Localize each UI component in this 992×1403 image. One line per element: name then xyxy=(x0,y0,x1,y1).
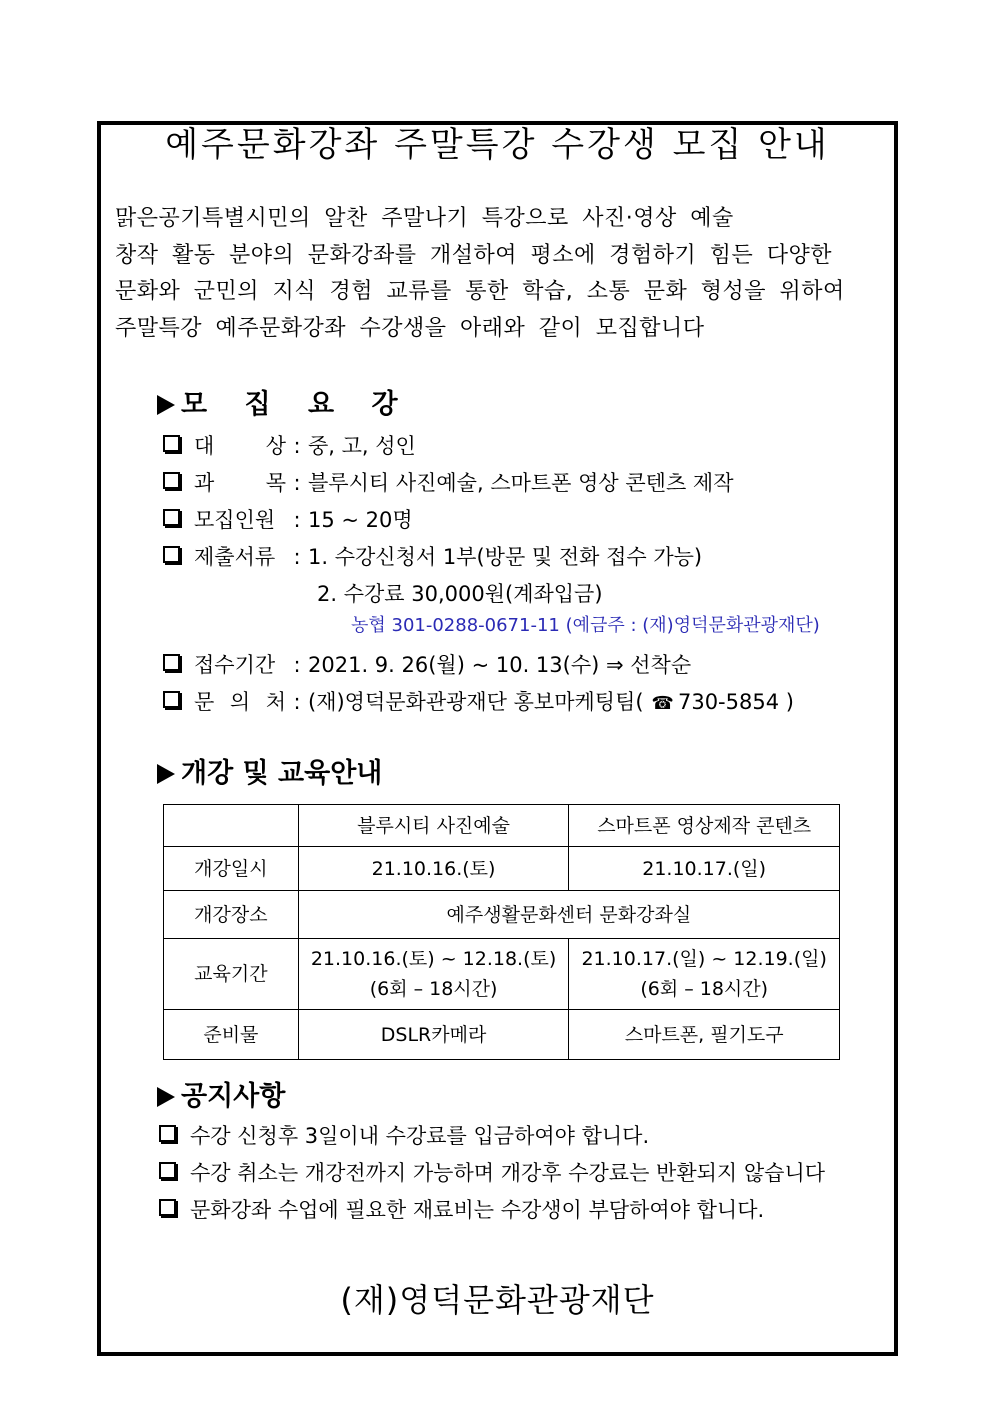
table-cell xyxy=(569,939,840,1010)
intro-paragraph xyxy=(115,201,884,347)
phone-number: 730-5854 ) xyxy=(677,690,794,714)
row-label: 개강일시 xyxy=(164,847,299,891)
notice-item xyxy=(159,1159,825,1187)
schedule-table xyxy=(163,804,840,1060)
colon: : xyxy=(293,690,301,714)
colon: : xyxy=(293,471,301,495)
notice-text: 수강 취소는 개강전까지 가능하며 개강후 수강료는 반환되지 않습니다 xyxy=(190,1161,826,1185)
triangle-bullet-icon xyxy=(157,1087,175,1107)
notice-text: 문화강좌 수업에 필요한 재료비는 수강생이 부담하여야 합니다. xyxy=(190,1198,765,1222)
checkbox-bullet-icon xyxy=(163,691,180,708)
table-cell: DSLR카메라 xyxy=(298,1010,569,1060)
item-label: 접수기간 xyxy=(194,653,276,677)
page-title: 예주문화강좌 주말특강 수강생 모집 안내 xyxy=(165,125,830,165)
table-corner-cell xyxy=(164,805,299,847)
table-cell xyxy=(298,939,569,1010)
item-label: 대 상 xyxy=(194,434,286,458)
notice-item xyxy=(159,1196,764,1224)
recruit-item-documents xyxy=(163,543,702,571)
checkbox-bullet-icon xyxy=(159,1162,176,1179)
intro-line: 맑은공기특별시민의 알찬 주말나기 특강으로 사진·영상 예술 xyxy=(115,206,734,231)
item-value: 15 ~ 20명 xyxy=(308,508,413,532)
colon: : xyxy=(293,508,301,532)
recruit-item-subject xyxy=(163,469,733,497)
schedule-heading xyxy=(157,758,382,790)
cell-line: (6회 – 18시간) xyxy=(640,978,769,1000)
row-label: 교육기간 xyxy=(164,939,299,1010)
table-row xyxy=(164,847,840,891)
notice-heading-text: 공지사항 xyxy=(181,1081,286,1112)
table-row xyxy=(164,891,840,939)
checkbox-bullet-icon xyxy=(163,472,180,489)
document-frame xyxy=(97,121,898,1356)
column-header: 블루시티 사진예술 xyxy=(298,805,569,847)
notice-item xyxy=(159,1122,649,1150)
table-header-row xyxy=(164,805,840,847)
recruit-item-capacity xyxy=(163,506,413,534)
cell-line: 21.10.16.(토) ~ 12.18.(토) xyxy=(310,948,557,970)
item-label: 모집인원 xyxy=(194,508,276,532)
cell-line: (6회 – 18시간) xyxy=(369,978,498,1000)
checkbox-bullet-icon xyxy=(159,1125,176,1142)
documents-line-2: 2. 수강료 30,000원(계좌입금) xyxy=(317,582,603,606)
item-label: 문 의 처 xyxy=(194,690,286,714)
column-header: 스마트폰 영상제작 콘텐츠 xyxy=(569,805,840,847)
organization-footer: (재)영덕문화관광재단 xyxy=(340,1281,655,1319)
intro-line: 주말특강 예주문화강좌 수강생을 아래와 같이 모집합니다 xyxy=(115,315,705,341)
recruit-item-contact xyxy=(163,688,794,718)
item-value: 1. 수강신청서 1부(방문 및 전화 접수 가능) xyxy=(308,545,703,569)
item-label: 제출서류 xyxy=(194,545,276,569)
triangle-bullet-icon xyxy=(157,395,175,415)
table-row xyxy=(164,939,840,1010)
intro-line: 문화와 군민의 지식 경험 교류를 통한 학습, 소통 문화 형성을 위하여 xyxy=(115,279,845,304)
cell-line: 21.10.17.(일) ~ 12.19.(일) xyxy=(581,948,827,970)
recruit-heading-text: 모 집 요 강 xyxy=(181,389,412,420)
item-value: 중, 고, 성인 xyxy=(308,434,416,458)
checkbox-bullet-icon xyxy=(159,1199,176,1216)
table-cell-merged: 예주생활문화센터 문화강좌실 xyxy=(298,891,839,939)
table-cell: 스마트폰, 필기도구 xyxy=(569,1010,840,1060)
checkbox-bullet-icon xyxy=(163,435,180,452)
row-label: 준비물 xyxy=(164,1010,299,1060)
notice-text: 수강 신청후 3일이내 수강료를 입금하여야 합니다. xyxy=(190,1124,650,1148)
item-value: 2021. 9. 26(월) ~ 10. 13(수) ⇒ 선착순 xyxy=(308,653,692,677)
item-value: 블루시티 사진예술, 스마트폰 영상 콘텐츠 제작 xyxy=(308,471,734,495)
notice-heading xyxy=(157,1081,285,1113)
checkbox-bullet-icon xyxy=(163,509,180,526)
item-label: 과 목 xyxy=(194,471,286,495)
intro-line: 창작 활동 분야의 문화강좌를 개설하여 평소에 경험하기 힘든 다양한 xyxy=(115,242,833,268)
checkbox-bullet-icon xyxy=(163,546,180,563)
recruit-item-target xyxy=(163,432,416,460)
checkbox-bullet-icon xyxy=(163,654,180,671)
triangle-bullet-icon xyxy=(157,764,175,784)
recruit-item-period xyxy=(163,651,691,679)
schedule-heading-text: 개강 및 교육안내 xyxy=(181,758,383,789)
phone-icon: ☎ xyxy=(651,693,674,714)
table-cell: 21.10.17.(일) xyxy=(569,847,840,891)
table-cell: 21.10.16.(토) xyxy=(298,847,569,891)
bank-account: 농협 301-0288-0671-11 (예금주 : (재)영덕문화관광재단) xyxy=(351,615,820,636)
table-row xyxy=(164,1010,840,1060)
row-label: 개강장소 xyxy=(164,891,299,939)
colon: : xyxy=(293,545,301,569)
colon: : xyxy=(293,434,301,458)
recruit-heading xyxy=(157,389,412,421)
item-value: (재)영덕문화관광재단 홍보마케팅팀( xyxy=(308,690,644,714)
colon: : xyxy=(293,653,301,677)
